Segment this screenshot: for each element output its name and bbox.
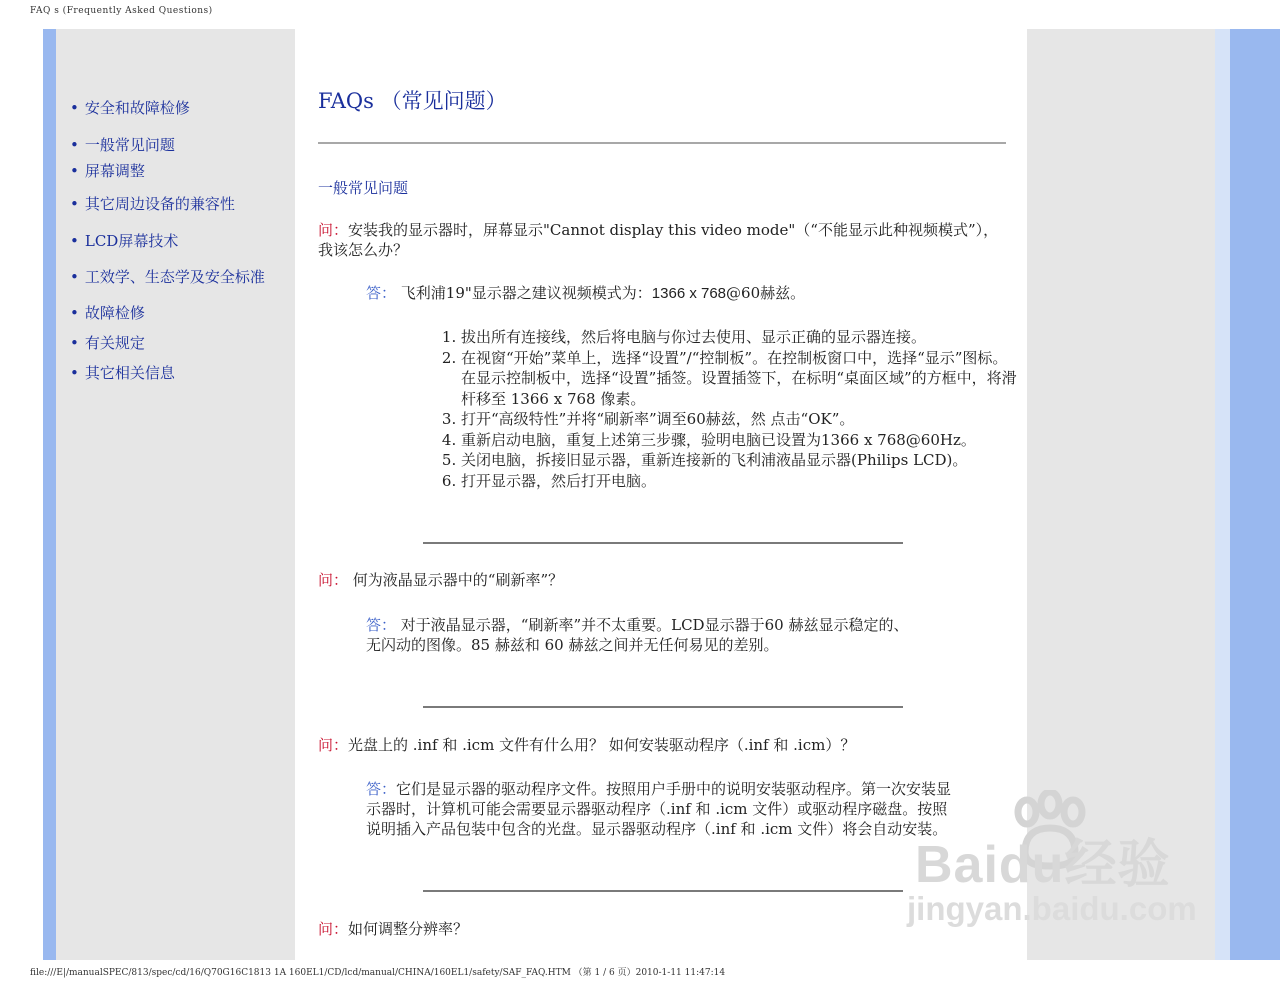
list-item: 4. 重新启动电脑，重复上述第三步骤，验明电脑已设置为1366 x 768@60Hz。 — [461, 430, 1021, 451]
main-content — [295, 29, 1027, 960]
list-item: 5. 关闭电脑，拆接旧显示器，重新连接新的飞利浦液晶显示器(Philips LCD)。 — [461, 450, 1021, 471]
question-1 — [318, 220, 1008, 260]
answer-3 — [366, 779, 956, 839]
question-text: 如何调整分辨率？ — [348, 920, 469, 938]
bullet-icon: • — [70, 136, 79, 154]
bullet-icon: • — [70, 195, 79, 213]
question-3 — [318, 735, 1008, 755]
answer-1 — [366, 283, 986, 304]
divider — [423, 542, 903, 544]
nav-item-ergonomics[interactable] — [70, 266, 265, 287]
nav-item-label: 安全和故障检修 — [84, 99, 190, 117]
left-accent-bar — [43, 29, 56, 960]
bullet-icon: • — [70, 334, 79, 352]
bullet-icon: • — [70, 364, 79, 382]
nav-item-label: 其它周边设备的兼容性 — [84, 195, 235, 213]
divider — [423, 706, 903, 708]
answer-label: 答： — [366, 780, 397, 798]
list-item: 1. 拔出所有连接线，然后将电脑与你过去使用、显示正确的显示器连接。 — [461, 327, 1021, 348]
sidebar-nav — [56, 29, 295, 960]
nav-item-label: 工效学、生态学及安全标准 — [84, 268, 265, 286]
nav-item-other-info[interactable] — [70, 362, 175, 383]
nav-item-label: LCD屏幕技术 — [84, 232, 179, 250]
bullet-icon: • — [70, 232, 79, 250]
answer-text: 飞利浦19"显示器之建议视频模式为： — [400, 284, 652, 302]
title-divider — [318, 142, 1006, 144]
right-panel — [1027, 29, 1215, 960]
answer-text: 对于液晶显示器，“刷新率”并不太重要。LCD显示器于60 赫兹显示稳定的、 — [396, 616, 909, 634]
page-title: FAQs （常见问题） — [318, 89, 507, 113]
answer-2 — [366, 615, 946, 655]
list-item: 2. 在视窗“开始”菜单上，选择“设置”/“控制板”。在控制板窗口中，选择“显示”图标。在显示控制板中，选择“设置”插签。设置插签下，在标明“桌面区域”的方框中，将滑杆移至 1366 x 768 像素。 — [461, 348, 1021, 410]
nav-item-label: 有关规定 — [84, 334, 145, 352]
answer-label: 答： — [366, 616, 397, 634]
question-text: 何为液晶显示器中的“刷新率”？ — [348, 571, 564, 589]
watermark-url: jingyan.baidu.com — [907, 890, 1197, 927]
steps-list — [441, 327, 1021, 491]
question-text: 安装我的显示器时，屏幕显示"Cannot display this video mode"（“不能显示此种视频模式”），我该怎么办？ — [318, 221, 999, 259]
bullet-icon: • — [70, 304, 79, 322]
list-item: 3. 打开“高级特性”并将“刷新率”调至60赫兹，然 点击“OK”。 — [461, 409, 1021, 430]
question-label: 问： — [318, 736, 349, 754]
question-label: 问： — [318, 571, 349, 589]
right-strip — [1215, 29, 1230, 960]
question-2 — [318, 570, 1008, 590]
watermark-logo: Baidu经验 — [915, 836, 1171, 894]
nav-item-general-faq[interactable] — [70, 134, 175, 155]
list-item: 6. 打开显示器，然后打开电脑。 — [461, 471, 1021, 492]
section-heading: 一般常见问题 — [318, 179, 409, 197]
divider — [423, 890, 903, 892]
nav-item-troubleshooting[interactable] — [70, 302, 145, 323]
nav-item-compatibility[interactable] — [70, 193, 235, 214]
question-text: 光盘上的 .inf 和 .icm 文件有什么用？ 如何安装驱动程序（.inf 和 .icm）？ — [348, 736, 856, 754]
answer-text: 它们是显示器的驱动程序文件。按照用户手册中的说明安装驱动程序。第一次安装显示器时，计算机可能会需要显示器驱动程序（.inf 和 .icm 文件）或驱动程序磁盘。按照说明插入产品包装中包含的光盘。显示器驱动程序（.inf 和 .icm 文件）将会自动安装。 — [366, 780, 952, 838]
nav-item-label: 一般常见问题 — [84, 136, 175, 154]
nav-item-regulations[interactable] — [70, 332, 145, 353]
nav-item-safety[interactable] — [70, 97, 190, 118]
video-mode: 1366 x 768 — [651, 285, 727, 302]
bullet-icon: • — [70, 162, 79, 180]
answer-text-end: @60赫兹。 — [726, 284, 806, 302]
page-footer: file:///E|/manualSPEC/813/spec/cd/16/Q70G16C1813 1A 160EL1/CD/lcd/manual/CHINA/160EL1/safety/SAF_FAQ.HTM （第 1 / 6 页）2010-1-11 11:47:14 — [30, 968, 726, 978]
answer-text-2: 无闪动的图像。85 赫兹和 60 赫兹之间并无任何易见的差别。 — [366, 636, 779, 654]
right-accent-bar — [1230, 29, 1280, 960]
question-label: 问： — [318, 920, 349, 938]
answer-label: 答： — [366, 284, 397, 302]
question-label: 问： — [318, 221, 349, 239]
question-4 — [318, 919, 1008, 939]
page-header: FAQ s (Frequently Asked Questions) — [30, 6, 213, 16]
bullet-icon: • — [70, 268, 79, 286]
nav-item-lcd-tech[interactable] — [70, 230, 178, 251]
nav-item-screen-adjust[interactable] — [70, 160, 145, 181]
bullet-icon: • — [70, 99, 79, 117]
nav-item-label: 屏幕调整 — [84, 162, 145, 180]
nav-item-label: 故障检修 — [84, 304, 145, 322]
nav-item-label: 其它相关信息 — [84, 364, 175, 382]
